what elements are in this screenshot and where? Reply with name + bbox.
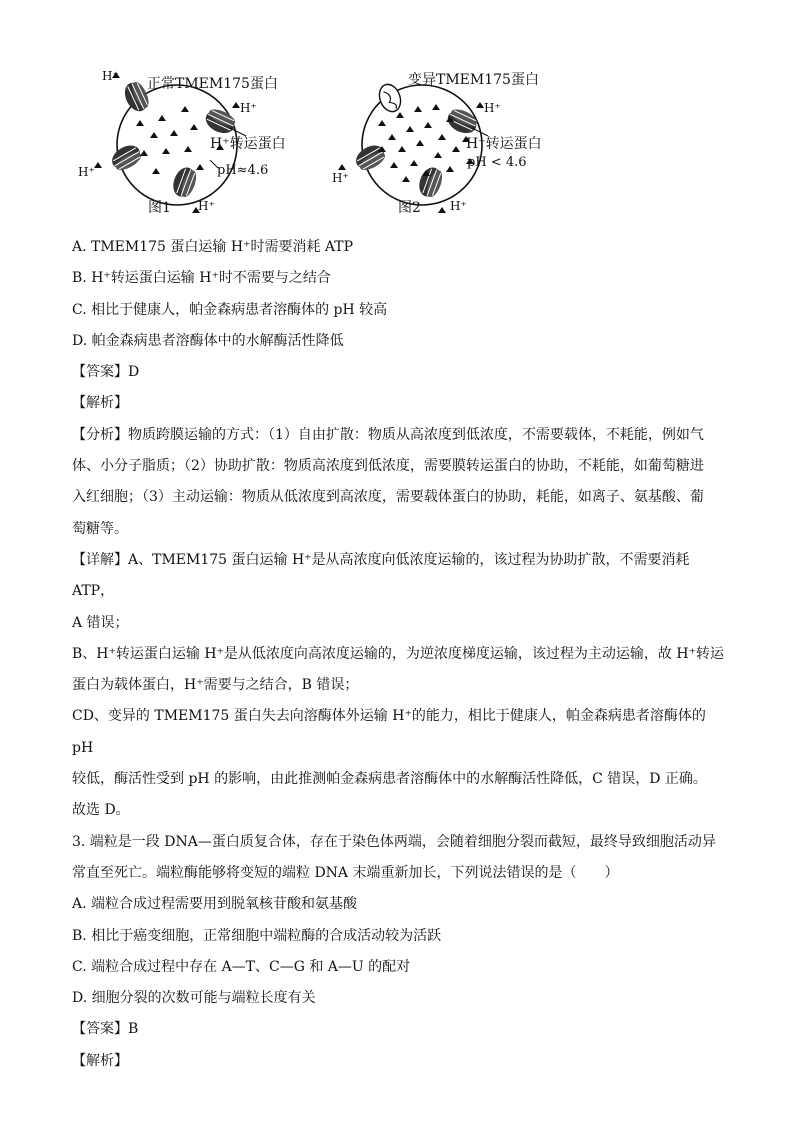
- option-a: A. TMEM175 蛋白运输 H⁺时需要消耗 ATP: [72, 239, 354, 255]
- variant-protein-label: 变异TMEM175蛋白: [408, 72, 539, 88]
- detail-line-6: 较低，酶活性受到 pH 的影响，由此推测帕金森病患者溶酶体中的水解酶活性降低，C 错误，D 正确。: [72, 771, 707, 788]
- ph-label-1: pH≈4.6: [217, 163, 269, 178]
- h-label-1b: H⁺: [240, 101, 257, 115]
- figure-2: [332, 71, 542, 216]
- detail-line-2: A 错误；: [72, 614, 129, 631]
- tmem175-variant-protein-3: [415, 164, 445, 199]
- transporter-label-2: H⁺转运蛋白: [466, 136, 542, 152]
- h-label-2b: H⁺: [332, 171, 349, 185]
- h-label-2a: H⁺: [484, 101, 501, 115]
- option-b: B. H⁺转运蛋白运输 H⁺时不需要与之结合: [72, 270, 331, 287]
- ph-label-2: pH < 4.6: [467, 155, 527, 170]
- figure-1-caption: 图1: [148, 200, 171, 216]
- option-d: D. 帕金森病患者溶酶体中的水解酶活性降低: [72, 332, 344, 349]
- h-label-2c: H⁺: [450, 199, 467, 213]
- h-label-1d: H⁺: [198, 199, 215, 213]
- conclusion: 故选 D。: [72, 802, 130, 819]
- h-label-1c: H⁺: [78, 165, 95, 179]
- detail-line-4: 蛋白为载体蛋白，H⁺需要与之结合，B 错误；: [72, 677, 359, 694]
- analysis-line-2: 体、小分子脂质；（2）协助扩散：物质高浓度到低浓度，需要膜转运蛋白的协助，不耗能，如葡萄糖进: [72, 458, 704, 475]
- q3-option-d: D. 细胞分裂的次数可能与端粒长度有关: [72, 990, 316, 1007]
- figure-lysosome-diagrams: [70, 60, 590, 220]
- figure-2-caption: 图2: [398, 200, 421, 216]
- h-label-1a: H⁺: [102, 69, 119, 83]
- q3-analysis-heading: 【解析】: [72, 1052, 128, 1069]
- detail-line-1: 【详解】A、TMEM175 蛋白运输 H⁺是从高浓度向低浓度运输的，该过程为协助扩散，不需要消耗 ATP，: [72, 551, 690, 600]
- figure-1: [78, 69, 286, 216]
- document-body: [72, 232, 724, 1077]
- transporter-label-1: H⁺转运蛋白: [210, 136, 286, 152]
- q3-option-b: B. 相比于癌变细胞，正常细胞中端粒酶的合成活动较为活跃: [72, 927, 442, 944]
- analysis-line-1: 【分析】物质跨膜运输的方式：（1）自由扩散：物质从高浓度到低浓度，不需要载体，不耗能，例如气: [72, 426, 704, 443]
- option-c: C. 相比于健康人，帕金森病患者溶酶体的 pH 较高: [72, 301, 388, 318]
- q3-option-a: A. 端粒合成过程需要用到脱氧核苷酸和氨基酸: [72, 896, 358, 913]
- normal-protein-label: 正常TMEM175蛋白: [147, 76, 278, 92]
- q3-option-c: C. 端粒合成过程中存在 A—T、C—G 和 A—U 的配对: [72, 958, 411, 975]
- detail-line-3: B、H⁺转运蛋白运输 H⁺是从低浓度向高浓度运输的，为逆浓度梯度运输，该过程为主动运输，故 H⁺转运: [72, 645, 724, 662]
- analysis-line-3: 入红细胞；（3）主动运输：物质从低浓度到高浓度，需要载体蛋白的协助，耗能，如离子、氨基酸、葡: [72, 489, 704, 506]
- transporter-pointer-1: [230, 128, 246, 136]
- question-3-line-1: 3. 端粒是一段 DNA—蛋白质复合体，存在于染色体两端，会随着细胞分裂而截短，最终导致细胞活动异: [72, 833, 716, 850]
- answer: 【答案】D: [72, 364, 140, 381]
- q3-answer: 【答案】B: [72, 1021, 139, 1038]
- tmem175-normal-protein-3: [169, 164, 199, 199]
- tmem175-normal-protein-2: [108, 141, 144, 174]
- h-transporter-protein-1: [202, 106, 238, 138]
- analysis-line-4: 萄糖等。: [72, 520, 128, 537]
- analysis-heading: 【解析】: [72, 395, 128, 412]
- question-3-line-2: 常直至死亡。端粒酶能够将变短的端粒 DNA 末端重新加长，下列说法错误的是（ ）: [72, 864, 619, 881]
- figure-svg: [70, 60, 590, 220]
- tmem175-variant-protein-2: [352, 141, 388, 174]
- tmem175-variant-protein: [376, 81, 404, 114]
- detail-line-5: CD、变异的 TMEM175 蛋白失去向溶酶体外运输 H⁺的能力，相比于健康人，帕金森病患者溶酶体的 pH: [72, 708, 706, 756]
